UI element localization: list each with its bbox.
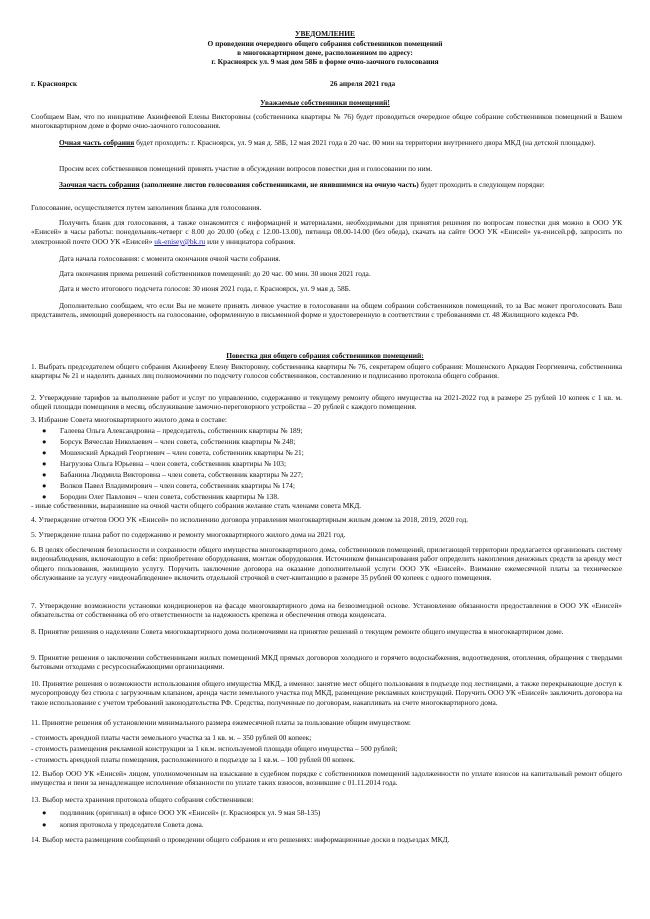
additional-paragraph: Дополнительно сообщаем, что если Вы не можете принять личное участие в голосовании на общем собрании собственников помещений, то за Вас может проголосовать Ваш представитель, имеющий доверенность на голосование, оформленную в письменной форме и удостоверенную в соответствии с требованиями ст. 48 Жилищного кодекса РФ.	[31, 301, 622, 320]
invite-paragraph: Просим всех собственников помещений принять участие в обсуждении вопросов повестки дня и голосовании по ним.	[59, 164, 433, 173]
zaochnaya-label: Заочная часть собрания	[59, 180, 140, 189]
date-end: Дата окончания приема решений собственников помещений: до 20 час. 00 мин. 30 июня 2021 года.	[59, 269, 371, 278]
agenda-item-8: 8. Принятие решения о наделении Совета многоквартирного дома полномочиями на принятие решений о текущем ремонте общего имущества в многоквартирном доме.	[31, 627, 564, 636]
agenda-item-6: 6. В целях обеспечения безопасности и сохранности общего имущества многоквартирного дома, собственников помещений, прилегающей территории предлагается организовать систему видеонаблюдения, включающую в себя: приобретение оборудования, монтаж оборудования. Источником финансирования работ определить накопления денежных средств за аренду мест общего пользования, жилищную услугу. Поручить заключение договора на оказание дополнительной услуги ООО УК «Енисей». Взимание ежемесячной платы за техническое обслуживание за услугу «видеонаблюдение» включить отдельной строчкой в счет-квитанцию в размере 35 рублей 00 копеек с одного помещения.	[31, 545, 622, 583]
agenda-item-1: 1. Выбрать председателем общего собрания Акинфееву Елену Викторовну, собственника квартиры № 76, секретарем общего собрания: Мошенского Аркадия Георгиевича, собственника квартиры № 21 и наделить данных лиц полномочиями по подсчету голосов собственников, составлению и подписанию протокола общего собрания.	[31, 362, 622, 381]
bullet-dot-icon: ●	[42, 459, 47, 468]
zaochnaya-paragraph	[31, 180, 622, 189]
council-member: ● Бабанина Людмила Викторовна – член совета, собственник квартиры № 227;	[42, 470, 303, 479]
intro-paragraph: Сообщаем Вам, что по инициативе Акинфеевой Елены Викторовны (собственника квартиры № 76) будет проводиться очередное общее собрание собственников помещений в Вашем многоквартирном доме в форме очно-заочного голосования.	[31, 112, 622, 131]
council-note: - иные собственники, выразившие на очной части общего собрания желание стать членами совета МКД.	[31, 501, 362, 510]
bullet-dot-icon: ●	[42, 481, 47, 490]
agenda-item-4: 4. Утверждение отчетов ООО УК «Енисей» по исполнению договора управления многоквартирным жилым домом за 2018, 2019, 2020 год.	[31, 515, 469, 524]
ochnaya-label: Очная часть собрания	[59, 138, 135, 147]
voting-method: Голосование, осуществляется путем заполнения бланка для голосования.	[31, 203, 262, 212]
bullet-dot-icon: ●	[42, 492, 47, 501]
agenda-item-10: 10. Принятие решения о возможности использования общего имущества МКД, а именно: занятие мест общего пользования в подъезде под лестницами, а также перекрывающие доступ к мусоропроводу без ствола с загрузочным клапаном, аренда части земельного участка под МКД, размещение рекламных конструкций. Поручить ООО УК «Енисей» заключить договора на такое использование с учетом требований законодательства РФ. Средства, полученные по договорам, накапливать на счете многоквартирного дома.	[31, 679, 622, 707]
council-member: ● Галеева Ольга Александровна – председатель, собственник квартиры № 189;	[42, 426, 303, 435]
agenda-item-14: 14. Выбор места размещения сообщений о проведении общего собрания и его решениях: информационные доски в подъездах МКД.	[31, 835, 450, 844]
notice-address: г. Красноярск ул. 9 мая дом 58Б в форме очно-заочного голосования	[211, 57, 439, 66]
email-link[interactable]: uk-enisey@bk.ru	[154, 236, 206, 246]
council-member: ● Бородин Олег Павлович – член совета, собственник квартиры № 138.	[42, 492, 279, 501]
council-member: ● Борсук Вячеслав Николаевич – член совета, собственник квартиры № 248;	[42, 437, 296, 446]
agenda-item-13: 13. Выбор места хранения протокола общего собрания собственников:	[31, 795, 254, 804]
agenda-title: Повестка дня общего собрания собственников помещений:	[226, 351, 424, 360]
agenda-item-11: 11. Принятие решения об установлении минимального размера ежемесячной платы за пользование общим имуществом:	[31, 718, 411, 727]
bullet-dot-icon: ●	[42, 426, 47, 435]
notice-subtitle-line-1: О проведении очередного общего собрания собственников помещений	[207, 39, 443, 48]
greeting: Уважаемые собственники помещений!	[260, 98, 390, 107]
agenda-item-3: 3. Избрание Совета многоквартирного жилого дома в составе:	[31, 415, 227, 424]
blank-info-tail: или у инициатора собрания.	[205, 236, 296, 246]
blank-info-paragraph	[31, 218, 622, 246]
date-count: Дата и место итогового подсчета голосов: 30 июня 2021 года, г. Красноярск, ул. 9 мая д. 58Б.	[59, 284, 351, 293]
bullet-dot-icon: ●	[42, 448, 47, 457]
agenda-item-12: 12. Выбор ООО УК «Енисей» лицом, уполномоченным на взыскание в судебном порядке с собственников помещений задолженности по уплате взносов на капитальный ремонт общего имущества и пени за ненадлежащее исполнение обязанности по уплате таких взносов, возникшие с 01.11.2014 года.	[31, 769, 622, 788]
council-member: ● Волков Павел Владимирович – член совета, собственник квартиры № 174;	[42, 481, 295, 490]
bullet-dot-icon: ●	[42, 470, 47, 479]
blank-info-text: Получить бланк для голосования, а также ознакомится с информацией и материалами, необходимыми для принятия решения по вопросам повестки дня можно в ООО УК «Енисей» в часы работы: понедельник-четверг с 8.00 до 20.00 (обед с 12.00-13.00), пятница 08.00-14.00 (без обеда), скачать на сайте ООО УК «Енисей» ук-енисей.рф, запросить по электронной почте ООО УК «Енисей»	[31, 218, 622, 246]
notice-date: 26 апреля 2021 года	[330, 79, 396, 88]
notice-subtitle-line-2: в многоквартирном доме, расположенном по адресу:	[237, 48, 413, 57]
bullet-dot-icon: ●	[42, 820, 47, 829]
zaochnaya-label-2: (заполнение листов голосования собственниками, не явившимися на очную часть)	[139, 180, 419, 189]
notice-title: УВЕДОМЛЕНИЕ	[295, 29, 355, 38]
bullet-dot-icon: ●	[42, 437, 47, 446]
zaochnaya-text: будет проходить в следующем порядке:	[418, 180, 545, 189]
agenda-item-5: 5. Утверждение плана работ по содержанию и ремонту многоквартирного жилого дома на 2021 год.	[31, 530, 346, 539]
fee-line: - стоимость арендной платы помещения, расположенного в подъезде за 1 кв.м. – 100 рублей 00 копеек.	[31, 755, 356, 764]
date-start: Дата начала голосования: с момента окончания очной части собрания.	[59, 254, 281, 263]
ochnaya-text: будет проходить: г. Красноярск, ул. 9 мая д. 58Б, 12 мая 2021 года в 20 час. 00 мин на территории внутреннего двора МКД (на детской площадке).	[134, 138, 596, 147]
agenda-item-2: 2. Утверждение тарифов за выполнение работ и услуг по управлению, содержанию и текущему ремонту общего имущества на 2021-2022 год в размере 25 рублей 10 копеек с 1 кв. м. общей площади помещения в месяц, обслуживание замочно-переговорного устройства – 20 рублей с каждого помещения.	[31, 393, 622, 412]
bullet-dot-icon: ●	[42, 808, 47, 817]
fee-line: - стоимость размещения рекламной конструкции за 1 кв.м. используемой площади общего имущества – 500 рублей;	[31, 744, 398, 753]
council-member: ● Нагрузова Ольга Юрьевна – член совета, собственник квартиры № 103;	[42, 459, 287, 468]
storage-option: ● подлинник (оригинал) в офисе ООО УК «Енисей» (г. Красноярск ул. 9 мая 58-135)	[42, 808, 321, 817]
agenda-item-7: 7. Утверждение возможности установки кондиционеров на фасаде многоквартирного дома на безвозмездной основе. Установление обязанности предоставления в ООО УК «Енисей» обязательства от собственника об его ответственности за надежность крепежа и обеспечения отвода конденсата.	[31, 601, 622, 620]
storage-option: ● копия протокола у председателя Совета дома.	[42, 820, 204, 829]
ochnaya-paragraph	[31, 138, 622, 147]
agenda-item-9: 9. Принятие решения о заключении собственниками жилых помещений МКД прямых договоров холодного и горячего водоснабжения, водоотведения, отопления, обращения с твердыми бытовыми отходами с ресурсоснабжающими организациями.	[31, 653, 622, 672]
council-member: ● Мошенский Аркадий Георгиевич – член совета, собственник квартиры № 21;	[42, 448, 304, 457]
city: г. Красноярск	[31, 79, 78, 88]
fee-line: - стоимость арендной платы части земельного участка за 1 кв. м. – 350 рублей 00 копеек;	[31, 733, 312, 742]
